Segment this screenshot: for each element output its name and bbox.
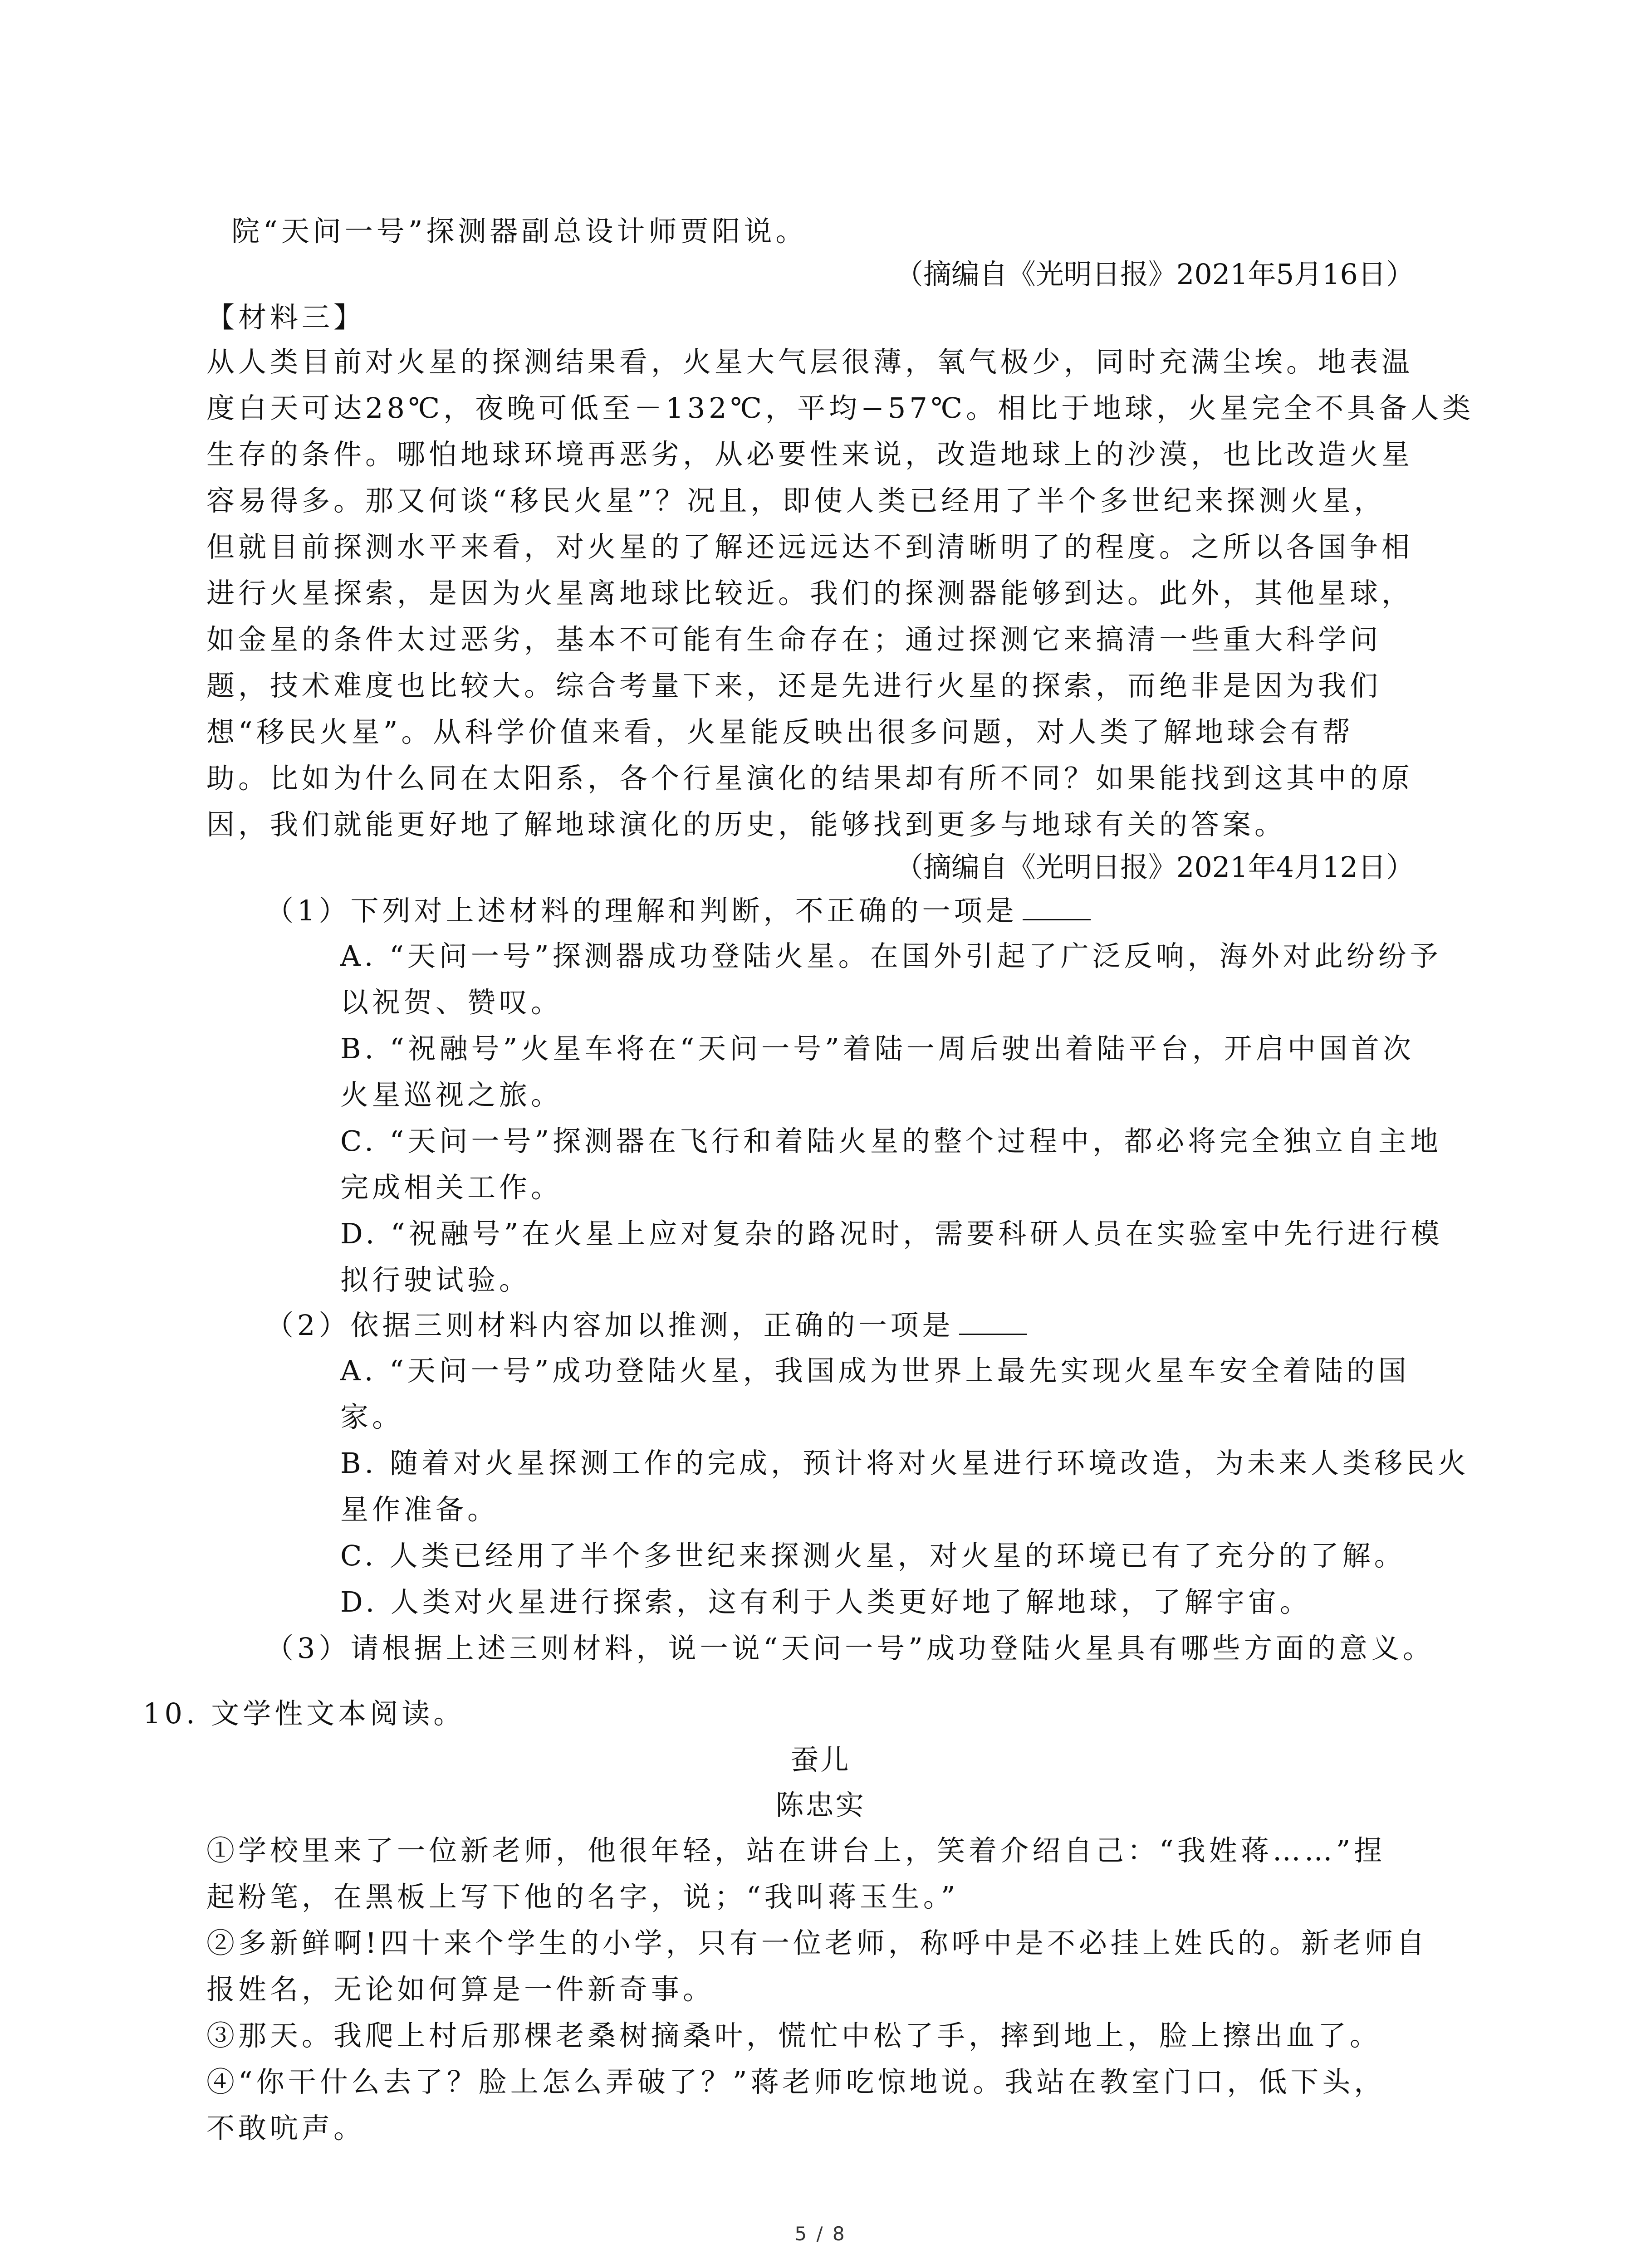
- option-a-cont: 以祝贺、赞叹。: [340, 986, 563, 1019]
- article-author: 陈忠实: [775, 1789, 866, 1822]
- option-c: C. “天问一号”探测器在飞行和着陆火星的整个过程中，都必将完全独立自主地: [340, 1124, 1442, 1158]
- option-d-cont: 拟行驶试验。: [340, 1263, 531, 1296]
- text-line: 度白天可达28℃，夜晚可低至－132℃，平均−57℃。相比于地球，火星完全不具备人类: [206, 391, 1474, 425]
- text-line: 从人类目前对火星的探测结果看，火星大气层很薄，氧气极少，同时充满尘埃。地表温: [206, 345, 1414, 378]
- option-c-cont: 完成相关工作。: [340, 1171, 563, 1204]
- text-line: 题，技术难度也比较大。综合考量下来，还是先进行火星的探索，而绝非是因为我们: [206, 669, 1382, 702]
- question-2-text: （2）依据三则材料内容加以推测，正确的一项是: [265, 1309, 954, 1342]
- text-line: 因，我们就能更好地了解地球演化的历史，能够找到更多与地球有关的答案。: [206, 808, 1287, 841]
- option-b-cont: 星作准备。: [340, 1493, 500, 1526]
- option-a-cont: 家。: [340, 1400, 404, 1433]
- text-line: 但就目前探测水平来看，对火星的了解还远远达不到清晰明了的程度。之所以各国争相: [206, 530, 1414, 563]
- page-number: 5 / 8: [794, 2223, 847, 2245]
- text-line: 生存的条件。哪怕地球环境再恶劣，从必要性来说，改造地球上的沙漠，也比改造火星: [206, 438, 1414, 471]
- paragraph-1-cont: 起粉笔，在黑板上写下他的名字，说；“我叫蒋玉生。”: [206, 1880, 959, 1913]
- option-a: A. “天问一号”成功登陆火星，我国成为世界上最先实现火星车安全着陆的国: [340, 1354, 1410, 1387]
- source-citation: （摘编自《光明日报》2021年5月16日）: [895, 258, 1414, 291]
- option-b-cont: 火星巡视之旅。: [340, 1078, 563, 1111]
- option-d: D. “祝融号”在火星上应对复杂的路况时，需要科研人员在实验室中先行进行模: [340, 1217, 1443, 1250]
- paragraph-1: ①学校里来了一位新老师，他很年轻，站在讲台上，笑着介绍自己：“我姓蒋……”捏: [206, 1834, 1386, 1867]
- text-line: 院“天问一号”探测器副总设计师贾阳说。: [231, 215, 808, 248]
- paragraph-4: ④“你干什么去了？脸上怎么弄破了？”蒋老师吃惊地说。我站在教室门口，低下头，: [206, 2065, 1386, 2098]
- text-line: 容易得多。那又何谈“移民火星”？况且，即使人类已经用了半个多世纪来探测火星，: [206, 484, 1386, 517]
- option-b: B. 随着对火星探测工作的完成，预计将对火星进行环境改造，为未来人类移民火: [340, 1447, 1470, 1480]
- question-1: [265, 893, 1091, 929]
- option-a: A. “天问一号”探测器成功登陆火星。在国外引起了广泛反响，海外对此纷纷予: [340, 939, 1442, 973]
- text-line: 进行火星探索，是因为火星离地球比较近。我们的探测器能够到达。此外，其他星球，: [206, 577, 1414, 610]
- source-citation: （摘编自《光明日报》2021年4月12日）: [895, 850, 1414, 884]
- paragraph-4-cont: 不敢吭声。: [206, 2112, 366, 2145]
- section-heading: 【材料三】: [206, 301, 366, 334]
- option-d: D. 人类对火星进行探索，这有利于人类更好地了解地球，了解宇宙。: [340, 1585, 1312, 1618]
- option-c: C. 人类已经用了半个多世纪来探测火星，对火星的环境已有了充分的了解。: [340, 1539, 1406, 1572]
- question-3: （3）请根据上述三则材料，说一说“天问一号”成功登陆火星具有哪些方面的意义。: [265, 1632, 1435, 1665]
- answer-blank: [959, 1311, 1027, 1335]
- option-b: B. “祝融号”火星车将在“天问一号”着陆一周后驶出着陆平台，开启中国首次: [340, 1032, 1415, 1065]
- paragraph-2: ②多新鲜啊!四十来个学生的小学，只有一位老师，称呼中是不必挂上姓氏的。新老师自: [206, 1926, 1428, 1960]
- article-title: 蚕儿: [790, 1743, 851, 1776]
- text-line: 想“移民火星”。从科学价值来看，火星能反映出很多问题，对人类了解地球会有帮: [206, 715, 1354, 748]
- paragraph-3: ③那天。我爬上村后那棵老桑树摘桑叶，慌忙中松了手，摔到地上，脸上擦出血了。: [206, 2019, 1382, 2052]
- paragraph-2-cont: 报姓名，无论如何算是一件新奇事。: [206, 1973, 715, 2006]
- text-line: 助。比如为什么同在太阳系，各个行星演化的结果却有所不同？如果能找到这其中的原: [206, 762, 1414, 795]
- question-2: [265, 1307, 1027, 1344]
- answer-blank: [1023, 896, 1091, 920]
- question-1-text: （1）下列对上述材料的理解和判断，不正确的一项是: [265, 894, 1018, 927]
- text-line: 如金星的条件太过恶劣，基本不可能有生命存在；通过探测它来搞清一些重大科学问: [206, 623, 1382, 656]
- section-number-10: 10. 文学性文本阅读。: [143, 1697, 465, 1730]
